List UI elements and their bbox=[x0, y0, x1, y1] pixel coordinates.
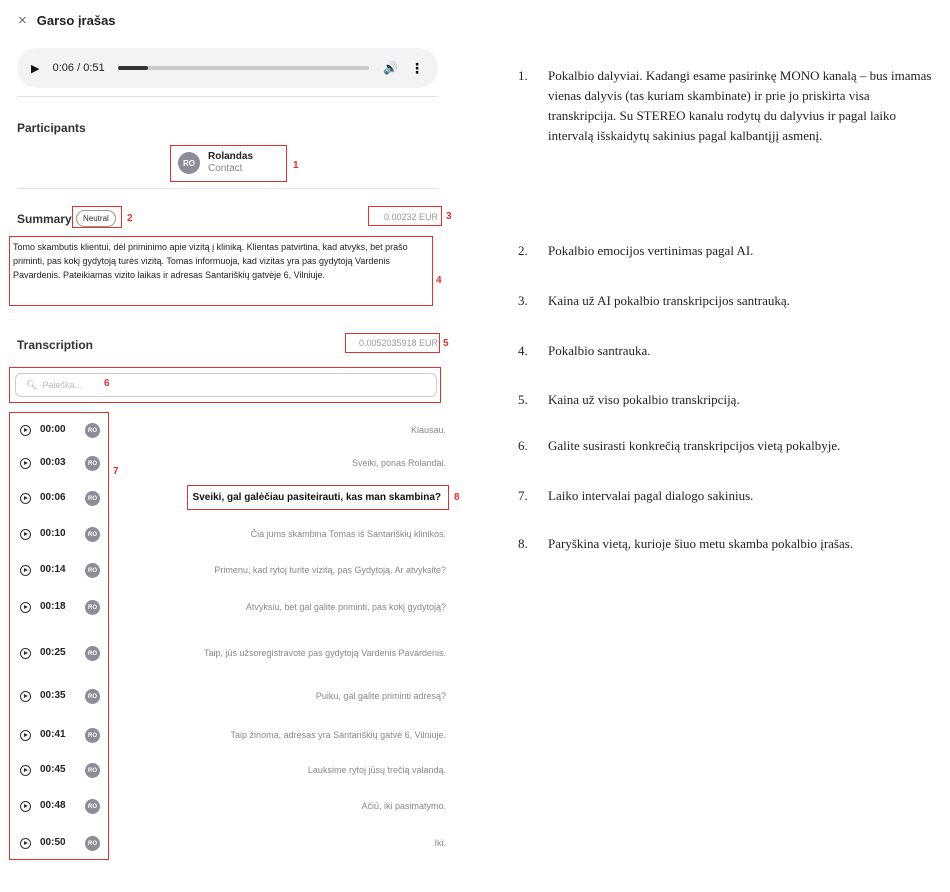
avatar: RO bbox=[85, 728, 100, 743]
marker-box-6 bbox=[9, 367, 441, 403]
row-text: Iki. bbox=[434, 838, 446, 848]
avatar: RO bbox=[85, 600, 100, 615]
note-item bbox=[518, 436, 938, 456]
note-item bbox=[518, 241, 938, 261]
divider bbox=[17, 188, 438, 189]
more-options-icon[interactable]: ⋮ bbox=[410, 59, 424, 76]
row-time: 00:41 bbox=[40, 729, 66, 740]
avatar: RO bbox=[85, 646, 100, 661]
note-text: Pokalbio santrauka. bbox=[548, 343, 651, 358]
marker-2: 2 bbox=[127, 213, 133, 224]
row-text: Sveiki, ponas Rolandai. bbox=[351, 458, 446, 468]
panel-header bbox=[18, 10, 116, 30]
marker-box-1 bbox=[170, 145, 287, 182]
note-text: Pokalbio dalyviai. Kadangi esame pasirinkę MONO kanalą – bus imamas vienas dalyvis (tas kuriam skambinate) ir prie jo priskirta visa transkripcija. Su STEREO kanalu rodytų du dalyvius ir pagal laiko intervalą išskaidytų sakinius pagal kalbantįjį asmenį. bbox=[548, 68, 932, 143]
audio-player bbox=[17, 48, 438, 88]
summary-price: 0.00232 EUR bbox=[383, 212, 438, 222]
row-text: Atvyksiu, bet gal galite priminti, pas kokį gydytoją? bbox=[245, 602, 446, 612]
player-time: 0:06 / 0:51 bbox=[52, 62, 105, 74]
note-number: 6. bbox=[518, 438, 528, 453]
marker-box-4 bbox=[9, 236, 433, 306]
marker-7: 7 bbox=[113, 466, 119, 477]
note-text: Kaina už viso pokalbio transkripciją. bbox=[548, 392, 740, 407]
note-item bbox=[518, 66, 938, 146]
marker-box-3 bbox=[368, 206, 442, 226]
avatar: RO bbox=[85, 491, 100, 506]
row-time: 00:45 bbox=[40, 764, 66, 775]
row-text: Sveiki, gal galėčiau pasiteirauti, kas man skambina? bbox=[192, 492, 441, 503]
row-text: Primenu, kad rytoj turite vizitą, pas Gydytoją. Ar atvyksite? bbox=[214, 565, 446, 575]
row-time: 00:35 bbox=[40, 690, 66, 701]
avatar: RO bbox=[85, 689, 100, 704]
note-item bbox=[518, 341, 938, 361]
row-text: Čia jums skambina Tomas iš Santariškių klinikos. bbox=[250, 529, 446, 539]
seek-bar-progress bbox=[118, 66, 148, 70]
note-number: 8. bbox=[518, 536, 528, 551]
note-item bbox=[518, 291, 938, 311]
avatar: RO bbox=[85, 836, 100, 851]
note-text: Laiko intervalai pagal dialogo sakinius. bbox=[548, 488, 754, 503]
transcription-title: Transcription bbox=[17, 338, 94, 352]
marker-1: 1 bbox=[293, 160, 299, 171]
seek-bar[interactable] bbox=[118, 66, 369, 70]
row-text: Ačiū, iki pasimatymo. bbox=[361, 801, 446, 811]
row-time: 00:10 bbox=[40, 528, 66, 539]
row-time: 00:25 bbox=[40, 647, 66, 658]
row-text: Puiku, gal galite priminti adresą? bbox=[315, 691, 446, 701]
row-time: 00:03 bbox=[40, 457, 66, 468]
marker-4: 4 bbox=[436, 275, 442, 286]
transcription-price: 0.0052035918 EUR bbox=[358, 338, 438, 348]
note-number: 2. bbox=[518, 243, 528, 258]
note-number: 4. bbox=[518, 343, 528, 358]
marker-3: 3 bbox=[446, 211, 452, 222]
marker-box-7 bbox=[9, 412, 109, 860]
row-text: Taip, jūs užsoregistravote pas gydytoją Vardenis Pavardenis. bbox=[204, 648, 446, 658]
avatar: RO bbox=[85, 763, 100, 778]
row-text: Taip žinoma, adresas yra Santariškių gatvė 6, Vilniuje. bbox=[230, 730, 446, 740]
row-time: 00:00 bbox=[40, 424, 66, 435]
avatar: RO bbox=[178, 152, 200, 174]
marker-box-2 bbox=[72, 206, 122, 228]
note-item bbox=[518, 534, 938, 554]
avatar: RO bbox=[85, 527, 100, 542]
row-time: 00:06 bbox=[40, 492, 66, 503]
close-icon[interactable]: × bbox=[18, 11, 27, 29]
note-text: Kaina už AI pokalbio transkripcijos santrauką. bbox=[548, 293, 790, 308]
marker-box-8 bbox=[187, 485, 449, 510]
row-time: 00:18 bbox=[40, 601, 66, 612]
avatar: RO bbox=[85, 563, 100, 578]
note-number: 7. bbox=[518, 488, 528, 503]
recording-panel bbox=[0, 0, 460, 892]
volume-icon[interactable]: 🔊 bbox=[383, 61, 398, 75]
note-text: Paryškina vietą, kurioje šiuo metu skamba pokalbio įrašas. bbox=[548, 536, 854, 551]
participants-title: Participants bbox=[17, 121, 86, 135]
note-number: 3. bbox=[518, 293, 528, 308]
row-text: Lauksime rytoj jūsų trečią valandą. bbox=[307, 765, 446, 775]
note-text: Pokalbio emocijos vertinimas pagal AI. bbox=[548, 243, 754, 258]
sentiment-badge: Neutral bbox=[76, 210, 116, 227]
avatar: RO bbox=[85, 799, 100, 814]
divider bbox=[17, 96, 438, 97]
row-time: 00:14 bbox=[40, 564, 66, 575]
search-icon: 🔍︎ bbox=[26, 379, 38, 390]
panel-title: Garso įrašas bbox=[36, 12, 116, 28]
play-icon[interactable]: ▶ bbox=[31, 62, 40, 75]
note-item bbox=[518, 390, 938, 410]
summary-text: Tomo skambutis klientui, dėl priminimo apie vizitą į kliniką. Klientas patvirtina, kad atvyks, bet prašo priminti, pas kokį gydytoją turės vizitą. Tomas informuoja, kad vizitas yra pas gydytoją Vardenis Pavardenis. Pateikiamas vizito laikas ir adresas Santariškių gatvėje 6, Vilniuje. bbox=[13, 242, 408, 280]
participant-name: Rolandas bbox=[208, 151, 254, 162]
row-text: Klausau. bbox=[410, 425, 446, 435]
note-text: Galite susirasti konkrečią transkripcijos vietą pokalbyje. bbox=[548, 438, 841, 453]
participant-role: Contact bbox=[208, 163, 243, 174]
avatar: RO bbox=[85, 423, 100, 438]
row-time: 00:48 bbox=[40, 800, 66, 811]
note-number: 1. bbox=[518, 68, 528, 83]
marker-5: 5 bbox=[443, 338, 449, 349]
note-number: 5. bbox=[518, 392, 528, 407]
summary-title: Summary bbox=[17, 212, 72, 226]
marker-box-5 bbox=[345, 333, 440, 353]
marker-8: 8 bbox=[454, 492, 460, 503]
avatar: RO bbox=[85, 456, 100, 471]
marker-6: 6 bbox=[104, 378, 110, 389]
note-item bbox=[518, 486, 938, 506]
row-time: 00:50 bbox=[40, 837, 66, 848]
